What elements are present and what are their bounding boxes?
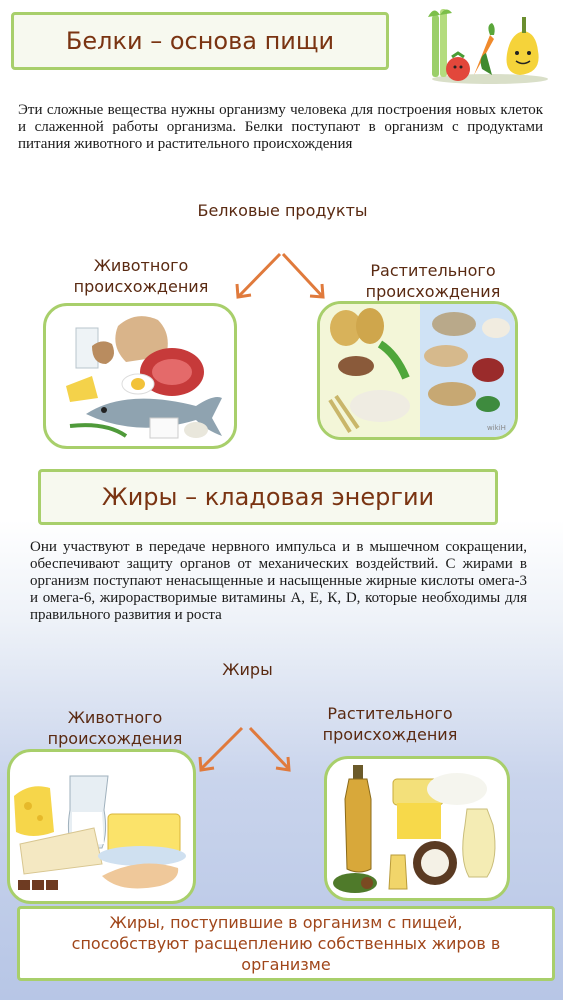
fats-title-box	[38, 469, 498, 525]
fats-arrows	[190, 720, 300, 775]
proteins-animal-label: Животного происхождения	[73, 256, 209, 296]
fats-animal-label: Животного происхождения	[47, 708, 183, 748]
proteins-heading: Белковые продукты	[197, 201, 368, 220]
proteins-title: Белки – основа пищи	[65, 27, 335, 55]
fats-paragraph: Они участвуют в передаче нервного импульса и в мышечном сокращении, обеспечивают защиту органов от механических воздействий. С жирами в организм поступают ненасыщенные и насыщенные жирные кислоты омега-3 и омега-6, жирорастворимые витамины А, Е, К, D, которые необходимы для правильного развития и роста	[30, 539, 527, 623]
vegetables-illustration	[420, 5, 555, 85]
proteins-arrows	[225, 240, 335, 305]
fats-title: Жиры – кладовая энергии	[101, 483, 435, 511]
fats-plant-label: Растительного происхождения	[322, 704, 458, 744]
proteins-paragraph: Эти сложные вещества нужны организму человека для построения новых клеток и слаженной работы организма. Белки поступают в организм с продуктами питания животного и растительного происхождения	[18, 102, 543, 152]
animal-protein-image	[43, 303, 237, 449]
plant-protein-image	[317, 301, 518, 440]
fats-heading: Жиры	[222, 660, 273, 679]
plant-fats-image	[324, 756, 510, 901]
fats-bottom-note-box	[17, 906, 555, 981]
animal-fats-image	[7, 749, 196, 904]
proteins-title-box	[11, 12, 389, 70]
proteins-plant-label: Растительного происхождения	[365, 261, 501, 301]
plant-image-caption: wikiH	[487, 424, 506, 432]
fats-bottom-note: Жиры, поступившие в организм с пищей, способствуют расщеплению собственных жиров в организме	[71, 913, 501, 974]
